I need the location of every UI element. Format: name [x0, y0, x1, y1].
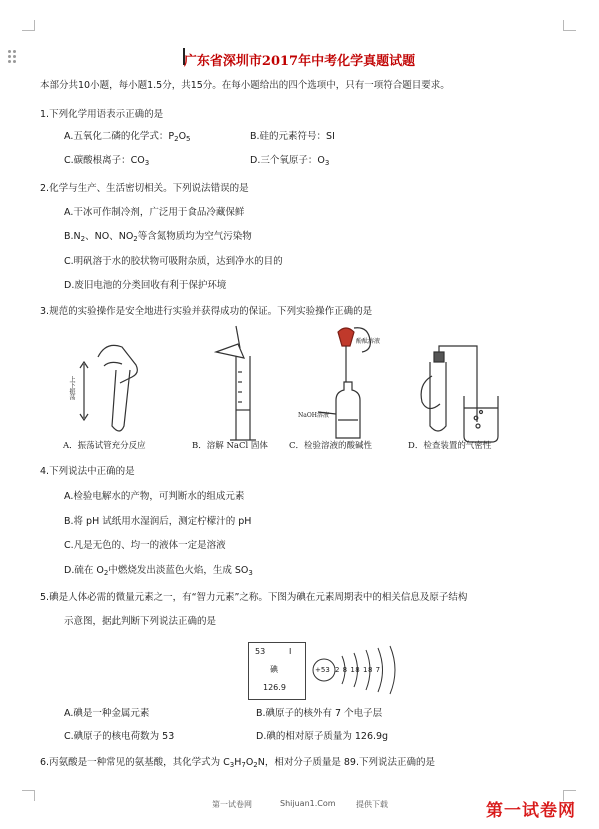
q5-option-c: C.碘原子的核电荷数为 53 — [64, 731, 175, 742]
crop-mark-top-left — [22, 20, 35, 31]
q4-stem: 4.下列说法中正确的是 — [40, 466, 135, 477]
q1-option-d: D.三个氧原子：$O_3$ — [250, 155, 330, 167]
q1-option-c: C.碳酸根离子：$CO_3$ — [64, 155, 150, 167]
footer-mid: Shijuan1.Com — [280, 799, 336, 808]
footer-left: 第一试卷网 — [212, 800, 252, 809]
watermark-logo: 第一试卷网 — [486, 801, 576, 821]
q5-stem-line2: 示意图，据此判断下列说法正确的是 — [64, 616, 217, 627]
q4-option-c: C.凡是无色的、均一的液体一定是溶液 — [64, 540, 226, 551]
q2-stem: 2.化学与生产、生活密切相关。下列说法错误的是 — [40, 183, 249, 194]
q3-caption-d: D．检查装置的气密性 — [408, 441, 492, 451]
atom-shell-electrons: 2 8 18 18 7 — [335, 666, 381, 674]
page-title: 广东省深圳市2017年中考化学真题试题 — [183, 54, 416, 69]
cell-symbol: I — [289, 647, 292, 656]
q2-option-b: $B.N_2$、NO、$NO_2$等含氮物质均为空气污染物 — [64, 231, 252, 243]
q5-stem-line1: 5.碘是人体必需的微量元素之一，有“智力元素”之称。下图为碘在元素周期表中的相关信息及原子结构 — [40, 592, 468, 603]
q3-caption-b: B．溶解 NaCl 固体 — [192, 441, 268, 451]
cell-name: 碘 — [270, 665, 278, 674]
figure-a-shake-tube — [80, 345, 137, 431]
crop-mark-bottom-left — [22, 790, 35, 801]
q3-caption-c: C．检验溶液的酸碱性 — [289, 441, 373, 451]
crop-mark-top-right — [563, 20, 576, 31]
q4-option-d: D.硫在 $O_2$中燃烧发出淡蓝色火焰，生成 $SO_3$ — [64, 565, 253, 577]
q5-option-a: A.碘是一种金属元素 — [64, 708, 150, 719]
q4-option-b: B.将 pH 试纸用水湿润后，测定柠檬汁的 pH — [64, 516, 252, 527]
q2-option-d: D.废旧电池的分类回收有利于保护环境 — [64, 280, 227, 291]
q3-label-naoh: NaOH溶液 — [298, 412, 329, 419]
q1-option-b: B.硅的元素符号：SI — [250, 131, 335, 142]
q1-stem: 1.下列化学用语表示正确的是 — [40, 109, 164, 120]
q3-label-shake: 上下振荡 — [68, 376, 75, 400]
q3-label-phenolphthalein: 酚酞溶液 — [356, 338, 381, 345]
footer-right: 提供下载 — [356, 800, 388, 809]
figure-b-cylinder — [216, 326, 256, 440]
periodic-table-cell-iodine — [248, 642, 306, 700]
q3-stem: 3.规范的实验操作是安全地进行实验并获得成功的保证。下列实验操作正确的是 — [40, 306, 373, 317]
atom-nucleus-label: +53 — [315, 666, 330, 674]
intro-text: 本部分共10小题，每小题1.5分，共15分。在每小题给出的四个选项中，只有一项符合题目要求。 — [40, 80, 450, 91]
q6-stem: 6.丙氨酸是一种常见的氨基酸，其化学式为 $C_3H_7O_2N$，相对分子质量是 89.下列说法正确的是 — [40, 757, 436, 769]
cell-atomic-number: 53 — [255, 647, 266, 656]
q2-option-c: C.明矾溶于水的胶状物可吸附杂质，达到净水的目的 — [64, 256, 283, 267]
q4-option-a: A.检验电解水的产物，可判断水的组成元素 — [64, 491, 245, 502]
q1-option-a: A.五氧化二磷的化学式：$P_2O_5$ — [64, 131, 191, 143]
q3-caption-a: A．振荡试管充分反应 — [63, 441, 146, 451]
q2-option-a: A.干冰可作制冷剂，广泛用于食品冷藏保鲜 — [64, 207, 245, 218]
figure-d-airtight-check — [421, 346, 498, 442]
cell-mass: 126.9 — [263, 683, 286, 692]
q5-option-b: B.碘原子的核外有 7 个电子层 — [256, 708, 383, 719]
q5-option-d: D.碘的相对原子质量为 126.9g — [256, 731, 389, 742]
lab-operations-figure — [60, 322, 530, 457]
